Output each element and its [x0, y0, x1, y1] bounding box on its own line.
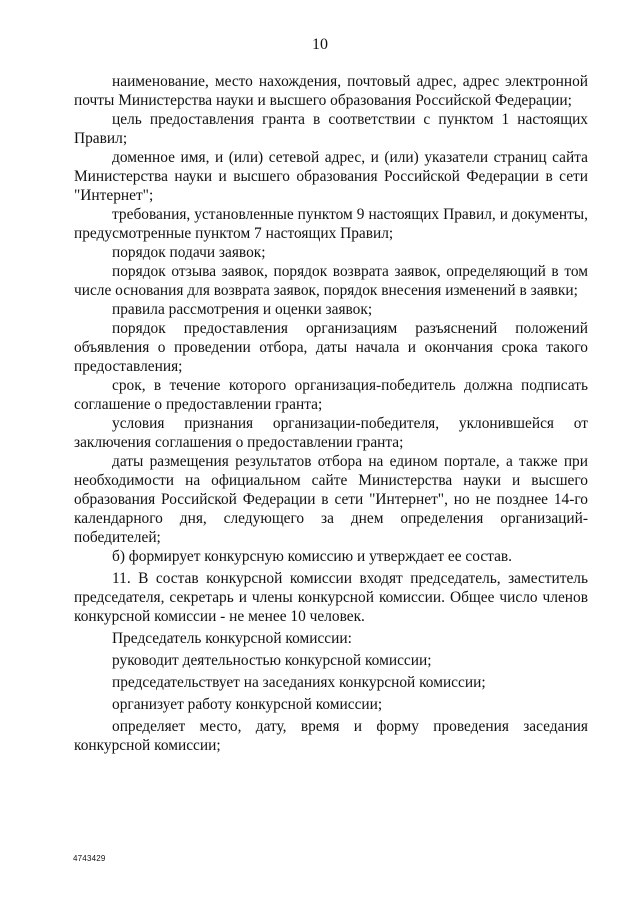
paragraph-chairman-presides: председательствует на заседаниях конкурсной комиссии; [112, 674, 486, 691]
paragraph-grant-purpose: цель предоставления гранта в соответствии с пунктом 1 настоящих Правил; [74, 111, 588, 147]
paragraph-evasion-conditions: условия признания организации-победителя, уклонившейся от заключения соглашения о предоставлении гранта; [74, 415, 588, 451]
paragraph-signing-deadline: срок, в течение которого организация-победитель должна подписать соглашение о предоставлении гранта; [74, 377, 588, 413]
paragraph-commission-composition: 11. В состав конкурсной комиссии входят председатель, заместитель председателя, секретарь и члены конкурсной комиссии. Общее число членов конкурсной комиссии - не менее 10 человек. [74, 570, 588, 625]
document-body [74, 72, 588, 755]
paragraph-results-dates: даты размещения результатов отбора на едином портале, а также при необходимости на официальном сайте Министерства науки и высшего образования Российской Федерации в сети "Интернет", но не позднее 14-го календарного дня, следующего за днем определения организаций-победителей; [74, 453, 588, 546]
paragraph-withdrawal-order: порядок отзыва заявок, порядок возврата заявок, определяющий в том числе основания для возврата заявок, порядок внесения изменений в заявки; [74, 263, 588, 299]
paragraph-ministry-contacts: наименование, место нахождения, почтовый адрес, адрес электронной почты Министерства науки и высшего образования Российской Федерации; [74, 73, 588, 109]
document-code: 4743429 [73, 854, 106, 863]
paragraph-chairman-leads: руководит деятельностью конкурсной комиссии; [112, 652, 432, 669]
paragraph-requirements: требования, установленные пунктом 9 настоящих Правил, и документы, предусмотренные пунктом 7 настоящих Правил; [74, 206, 588, 242]
paragraph-chairman-determines: определяет место, дату, время и форму проведения заседания конкурсной комиссии; [74, 718, 588, 754]
paragraph-clarifications: порядок предоставления организациям разъяснений положений объявления о проведении отбора, даты начала и окончания срока такого предоставления; [74, 320, 588, 375]
paragraph-domain-name: доменное имя, и (или) сетевой адрес, и (или) указатели страниц сайта Министерства науки и высшего образования Российской Федерации в сети "Интернет"; [74, 149, 588, 204]
paragraph-review-rules: правила рассмотрения и оценки заявок; [112, 301, 373, 318]
paragraph-submission-order: порядок подачи заявок; [112, 244, 266, 261]
paragraph-chairman-organizes: организует работу конкурсной комиссии; [112, 696, 383, 713]
paragraph-chairman-heading: Председатель конкурсной комиссии: [112, 630, 352, 647]
paragraph-commission-formation: б) формирует конкурсную комиссию и утверждает ее состав. [112, 548, 513, 565]
page-number: 10 [312, 36, 328, 53]
